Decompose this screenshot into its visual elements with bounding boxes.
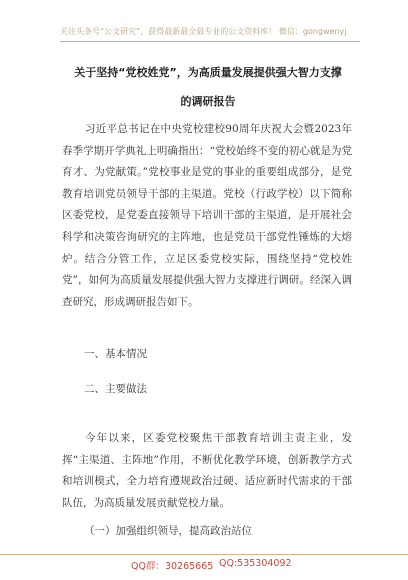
section-heading-practices: 二、主要做法 bbox=[84, 383, 147, 395]
practices-paragraph: 今年以来，区委党校聚焦干部教育培训主责主业，发挥“主渠道、主阵地”作用，不断优化教学环境，创新教学方式和培训模式，全力培育遵规政治过硬、适应新时代需求的干部队伍，为高质量发展贡献党校力量。 bbox=[62, 432, 352, 509]
footer-qq-contact: QQ:535304092 bbox=[219, 558, 292, 569]
footer-qq-group: QQ群：30265665 bbox=[131, 561, 214, 572]
section-heading-basic: 一、基本情况 bbox=[84, 348, 147, 360]
intro-paragraph: 习近平总书记在中央党校建校90周年庆祝大会暨2023年春季学期开学典礼上明确指出：“党校始终不变的初心就是为党育才、为党献策。”党校事业是党的事业的重要组成部分，是党教育培训党员领导干部的主渠道。党校（行政学校）以下简称区委党校，是党委直接领导下培训干部的主渠道，是开展社会科学和决策咨询研究的主阵地，也是党员干部党性锤炼的大熔炉。结合分管工作，立足区委党校实际，围绕坚持“党校姓党”，如何为高质量发展提供强大智力支撑进行调研。经深入调查研究，形成调研报告如下。 bbox=[62, 123, 352, 308]
header-banner bbox=[60, 26, 360, 42]
footer-bar bbox=[0, 554, 408, 572]
document-title-line1: 关于坚持“党校姓党”，为高质量发展提供强大智力支撑 bbox=[74, 66, 342, 79]
banner-text: 关注头条号“公文研究”，获得最新最全最专业的公文资料库！ 微信：gongwenyj bbox=[60, 27, 347, 36]
subsection-heading: （一）加强组织领导，提高政治站位 bbox=[84, 525, 252, 537]
document-title-line2: 的调研报告 bbox=[180, 95, 236, 108]
